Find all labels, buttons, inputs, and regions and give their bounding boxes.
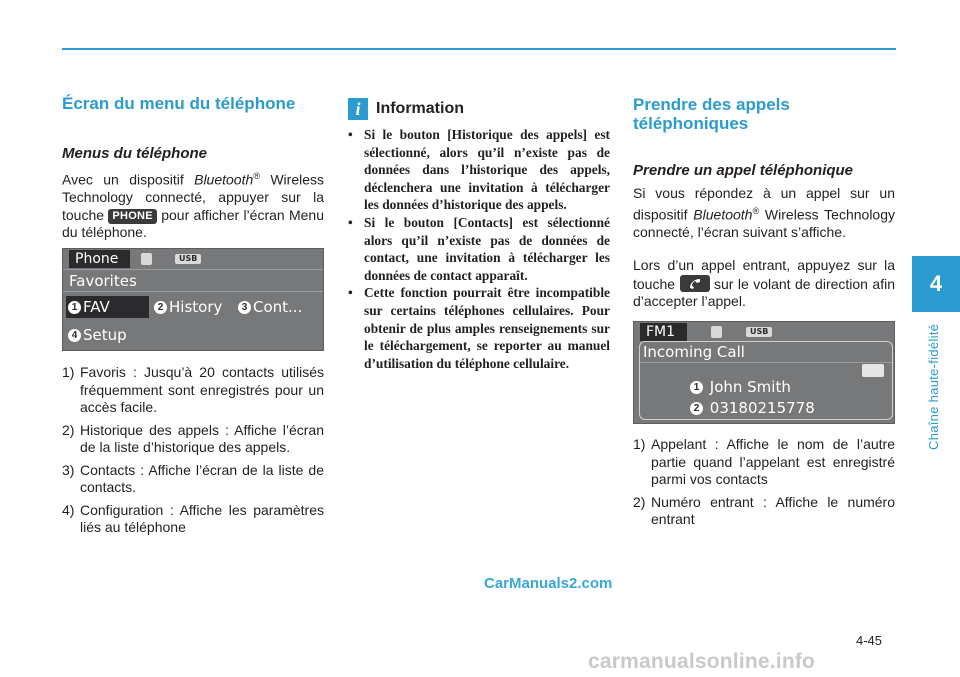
screen-mode: FM1: [640, 323, 687, 341]
usb-badge: USB: [175, 254, 201, 264]
section-heading: Écran du menu du téléphone: [62, 94, 296, 113]
caller-name: 1 John Smith: [690, 378, 791, 396]
bluetooth-icon: [141, 253, 152, 265]
top-rule: [62, 48, 896, 50]
footer-logo[interactable]: CarManuals2.com: [484, 575, 613, 592]
favorites-row: Favorites: [69, 272, 137, 290]
subheading: Menus du téléphone: [62, 145, 208, 162]
list-item: 2) Historique des appels : Affiche l’écran de la liste d’historique des appels.: [62, 421, 324, 455]
phone-menu-list: [62, 364, 324, 542]
list-item: 4) Configuration : Affiche les paramètres liés au téléphone: [62, 501, 324, 535]
caller-number: 2 03180215778: [690, 399, 815, 417]
phone-key-icon: PHONE: [108, 209, 157, 224]
list-item: 3) Contacts : Affiche l’écran de la liste de contacts.: [62, 461, 324, 495]
screen-title: Phone: [69, 250, 130, 268]
list-item: 1) Appelant : Affiche le nom de l’autre partie quand l’appelant est enregistré parmi vos contacts: [633, 436, 895, 487]
menu-contacts[interactable]: 3 Cont...: [238, 298, 302, 316]
signal-icon: [862, 364, 884, 377]
incoming-call-panel: [639, 341, 893, 420]
info-icon: i: [348, 98, 368, 120]
chapter-title-text: Chaîne haute-fidélité: [926, 323, 941, 450]
paragraph-2: Lors d’un appel entrant, appuyez sur la touche sur le volant de direction afin d’accepter l’appel.: [633, 257, 895, 309]
paragraph-1: Si vous répondez à un appel sur un dispositif Bluetooth® Wireless Technology connecté, l’écran suivant s’affiche.: [633, 185, 895, 240]
bluetooth-icon: [711, 326, 722, 338]
list-item: 1) Favoris : Jusqu’à 20 contacts utilisés fréquemment sont enregistrés pour un accès facile.: [62, 364, 324, 415]
intro-paragraph: Avec un dispositif Bluetooth® Wireless Technology connecté, appuyer sur la touche PHONE pour afficher l’écran Menu du téléphone.: [62, 171, 324, 241]
menu-history[interactable]: 2 History: [154, 298, 222, 316]
incoming-call-list: [633, 436, 895, 534]
list-item: 2) Numéro entrant : Affiche le numéro entrant: [633, 493, 895, 527]
bluetooth-brand: Bluetooth: [194, 171, 254, 188]
incoming-call-screen: [633, 321, 895, 424]
menu-fav[interactable]: 1 FAV: [68, 298, 110, 316]
chapter-tab: [912, 256, 960, 312]
call-key-icon: [680, 275, 710, 292]
info-bullet: • Si le bouton [Contacts] est sélectionné alors qu’il n’existe pas de données de contact, une invitation à télécharger les données de contact apparaît.: [348, 214, 610, 283]
usb-badge: USB: [746, 327, 772, 337]
incoming-call-title: Incoming Call: [643, 343, 745, 361]
chapter-title: [923, 316, 945, 456]
chapter-number: 4: [929, 271, 943, 296]
phone-menu-screen: [62, 248, 324, 351]
info-bullet: • Si le bouton [Historique des appels] est sélectionné, alors qu’il n’existe pas de données dans l’historique des appels, déclenchera une invitation à télécharger les données d’historique des appels.: [348, 127, 610, 213]
menu-setup[interactable]: 4 Setup: [68, 326, 127, 344]
subheading: Prendre un appel téléphonique: [633, 162, 854, 179]
page-number: 4-45: [856, 633, 883, 648]
info-bullets: [346, 126, 610, 372]
watermark: carmanualsonline.info: [588, 650, 816, 673]
info-title: Information: [376, 100, 464, 117]
section-heading: Prendre des appels téléphoniques: [633, 95, 790, 133]
info-bullet: • Cette fonction pourrait être incompatible sur certains téléphones cellulaires. Pour obtenir de plus amples renseignements sur le téléchargement, se reporter au manuel d’utilisation du téléphone cellulaire.: [348, 285, 610, 371]
